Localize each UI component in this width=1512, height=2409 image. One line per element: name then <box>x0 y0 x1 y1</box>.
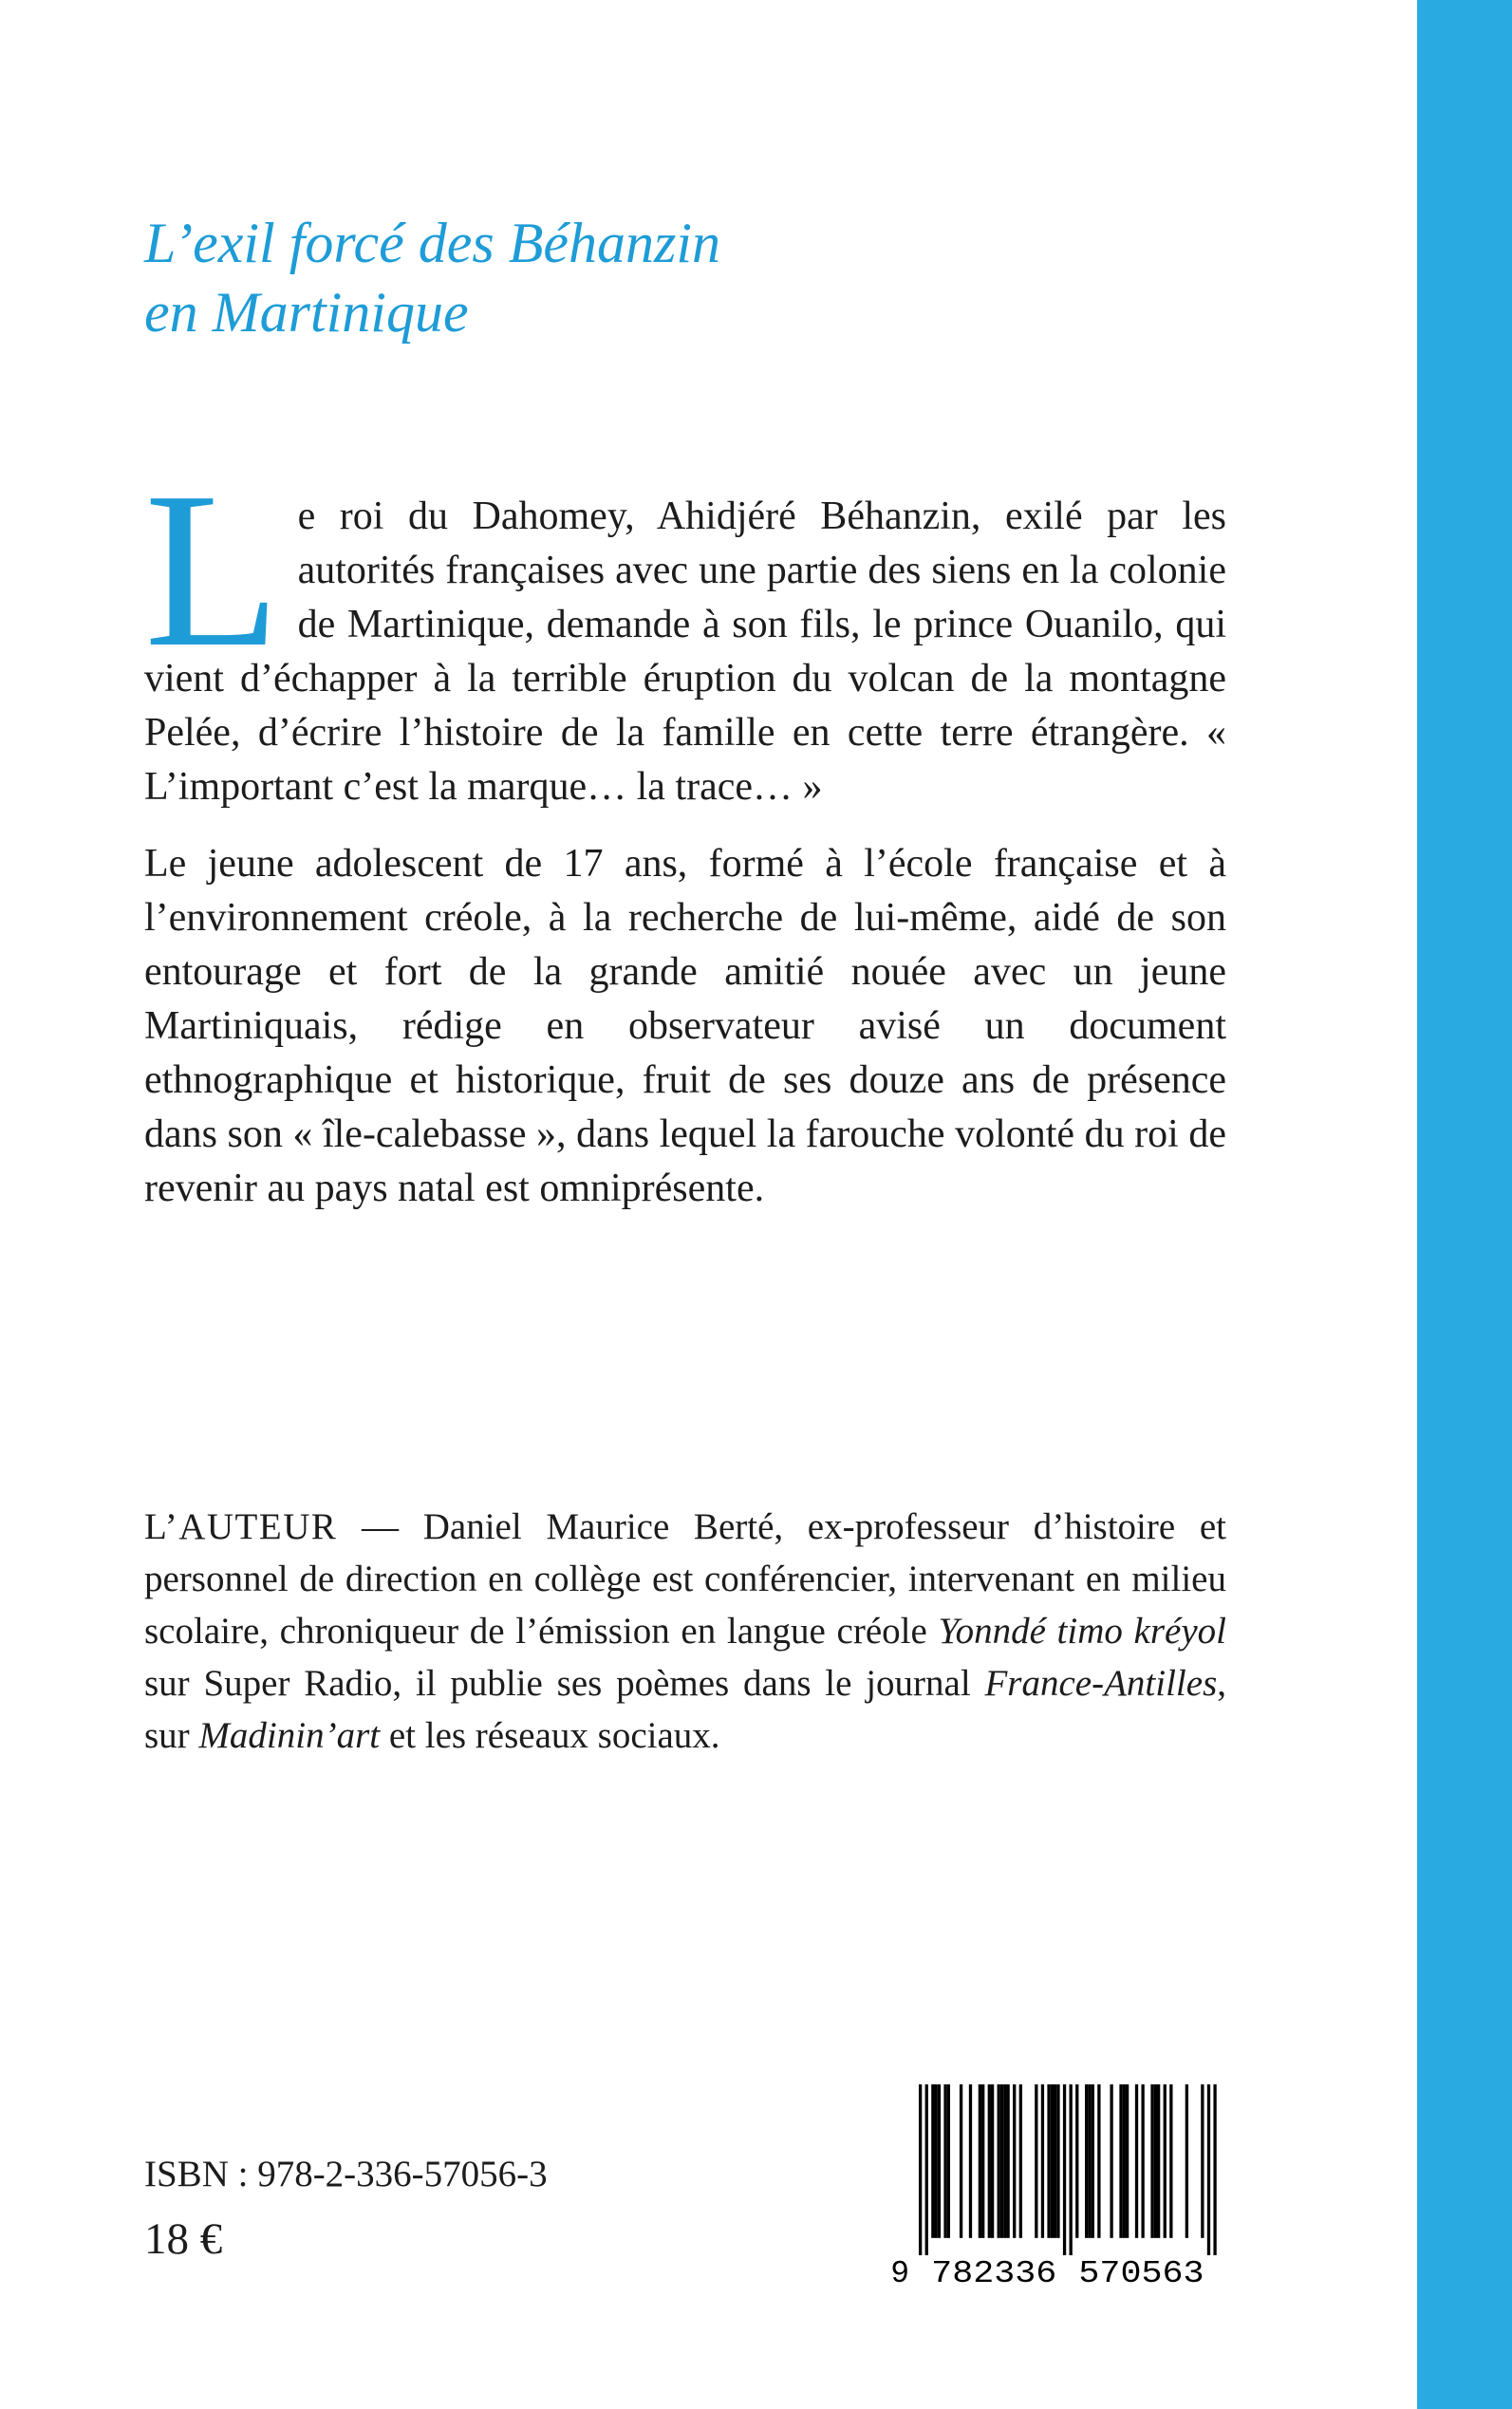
synopsis-paragraph-1 <box>144 446 1226 814</box>
dropcap-letter: L <box>144 446 281 694</box>
author-bio-text-2: sur Super Radio, il publie ses poèmes dans le journal <box>144 1663 985 1705</box>
isbn-number: ISBN : 978-2-336-57056-3 <box>144 2154 548 2194</box>
newspaper-title: France-Antilles <box>984 1663 1218 1705</box>
website-title: Madinin’art <box>198 1715 381 1757</box>
barcode-image <box>883 2084 1224 2289</box>
author-bio-text-3: , sur <box>144 1663 1226 1757</box>
synopsis-paragraph-2: Le jeune adolescent de 17 ans, formé à l’école française et à l’environnement créole, à la recherche de lui-même, aidé de son entourage et fort de la grande amitié nouée avec un jeune Martiniquais, rédige en observateur avisé un document ethnographique et historique, fruit de ses douze ans de présence dans son « île-calebasse », dans lequel la farouche volonté du roi de revenir au pays natal est omniprésente. <box>144 842 1226 1211</box>
ean13-barcode <box>883 2084 1224 2289</box>
author-bio-text-4: et les réseaux sociaux. <box>380 1715 720 1757</box>
svg-text:570563: 570563 <box>1078 2256 1204 2290</box>
author-bio <box>144 1501 1226 1762</box>
cover-accent-stripe <box>1417 0 1512 2409</box>
svg-text:9: 9 <box>890 2256 910 2290</box>
author-bio-text-1: — Daniel Maurice Berté, ex-professeur d’histoire et personnel de direction en collège est conférencier, intervenant en milieu scolaire, chroniqueur de l’émission en langue créole <box>144 1506 1226 1653</box>
radio-show-title: Yonndé timo kréyol <box>938 1611 1226 1653</box>
svg-text:782336: 782336 <box>931 2256 1057 2290</box>
price: 18 € <box>144 2214 223 2264</box>
cover-content <box>144 209 1226 1762</box>
synopsis <box>144 446 1226 1216</box>
book-title-line1: L’exil forcé des Béhanzin <box>144 212 721 274</box>
book-title <box>144 209 1226 347</box>
book-title-line2: en Martinique <box>144 281 469 345</box>
synopsis-paragraph-1-text: e roi du Dahomey, Ahidjéré Béhanzin, exilé par les autorités françaises avec une partie des siens en la colonie de Martinique, demande à son fils, le prince Ouanilo, qui vient d’échapper à la terrible éruption du volcan de la montagne Pelée, d’écrire l’histoire de la famille en cette terre étrangère. « L’important c’est la marque… la trace… » <box>144 495 1226 810</box>
author-label: L’AUTEUR <box>144 1506 338 1548</box>
